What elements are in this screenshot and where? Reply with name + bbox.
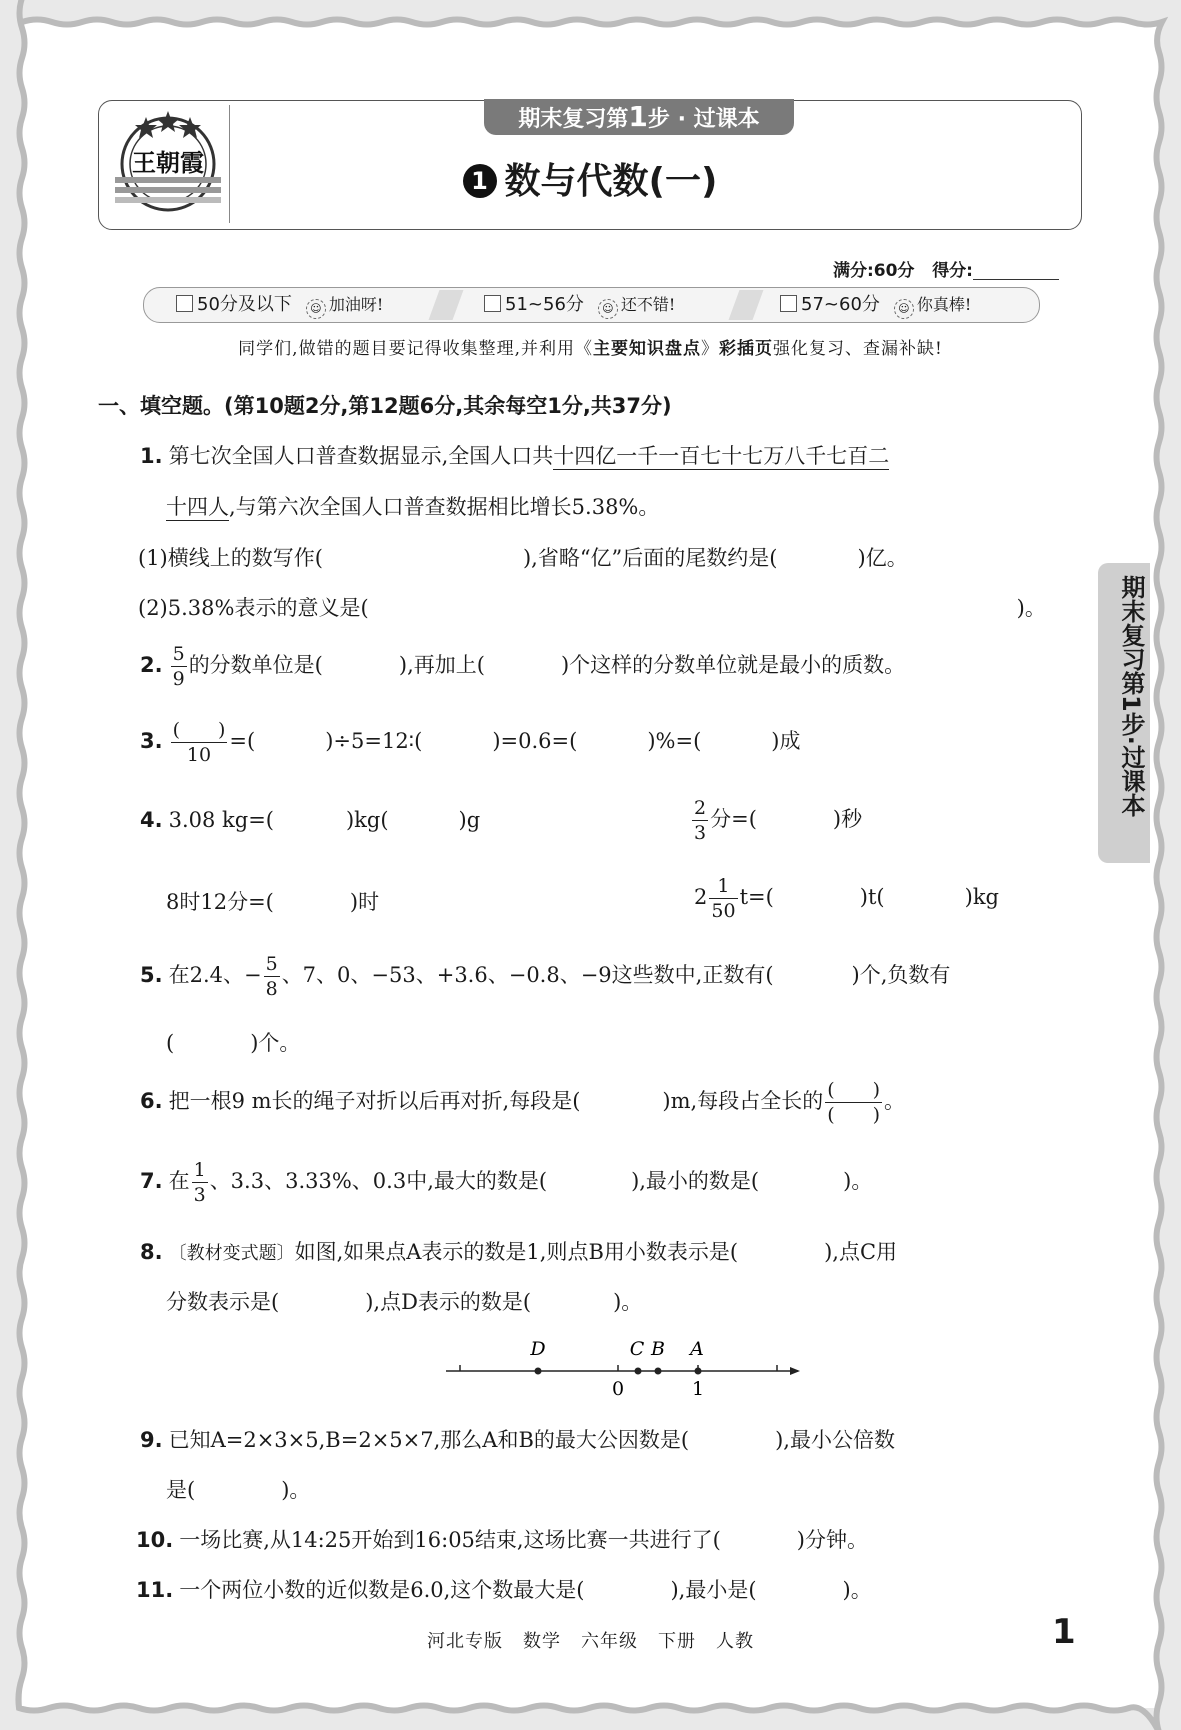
question-7: 7. 在 $\frac{1}{3}$ 、3.3、3.33%、0.3中,最大的数是( ),最小的数是( )。 — [140, 1159, 873, 1206]
question-5-line-2: ( )个。 — [166, 1031, 301, 1055]
unit-header — [98, 100, 1082, 230]
page-number: 1 — [1052, 1612, 1076, 1652]
question-4-b: $\frac{2}{3}$ 分=( )秒 — [694, 797, 863, 844]
fraction: $\frac{2}{3}$ — [694, 797, 707, 844]
question-5-line-1: 5. 在2.4、− $\frac{5}{8}$ 、7、0、−53、+3.6、−0.8、−9这些数中,正数有( )个,负数有 — [140, 953, 951, 1000]
question-8-line-2: 分数表示是( ),点D表示的数是( )。 — [166, 1290, 643, 1314]
side-tab-label: 期末复习第1步·过课本 — [1117, 575, 1145, 817]
checkbox-icon — [484, 295, 501, 312]
rating-divider — [729, 290, 764, 320]
question-4-a: 4. 3.08 kg=( )kg( )g — [140, 808, 481, 832]
question-4-d: 2 $\frac{1}{50}$ t=( )t( )kg — [694, 875, 999, 922]
smiley-icon: ☺ — [598, 299, 618, 319]
point-a — [695, 1368, 702, 1375]
question-1-line-2: 十四人,与第六次全国人口普查数据相比增长5.38%。 — [166, 495, 660, 519]
question-2: 2. $\frac{5}{9}$ 的分数单位是( ),再加上( )个这样的分数单位就是最小的质数。 — [140, 643, 906, 690]
self-rating-bar — [143, 287, 1040, 323]
question-3: 3. $\frac{( )}{10}$ =( )÷5=12∶( )=0.6=( )%=( )成 — [140, 719, 801, 766]
rating-option-mid[interactable]: 51~56分 ☺ 还不错! — [484, 293, 675, 317]
rating-option-low[interactable]: 50分及以下 ☺ 加油呀! — [176, 293, 383, 317]
label-d: D — [530, 1338, 546, 1360]
arrow-icon — [790, 1367, 800, 1375]
question-8-line-1: 8. 〔教材变式题〕如图,如果点A表示的数是1,则点B用小数表示是( ),点C用 — [140, 1240, 898, 1264]
score-line: 满分:60分 得分: — [833, 256, 1059, 281]
checkbox-icon — [176, 295, 193, 312]
step-tab: 期末复习第1步 · 过课本 — [484, 99, 794, 135]
question-10: 10. 一场比赛,从14:25开始到16:05结束,这场比赛一共进行了( )分钟。 — [136, 1528, 868, 1552]
section-heading-fill-blank: 一、填空题。(第10题2分,第12题6分,其余每空1分,共37分) — [98, 394, 672, 418]
question-4-c: 8时12分=( )时 — [166, 890, 380, 914]
question-1-line-1: 1. 第七次全国人口普查数据显示,全国人口共十四亿一千一百七十七万八千七百二 — [140, 444, 890, 468]
study-tip: 同学们,做错的题目要记得收集整理,并利用《主要知识盘点》彩插页强化复习、查漏补缺! — [238, 339, 943, 359]
fraction-blank-over-10: $\frac{( )}{10}$ — [172, 719, 226, 766]
label-one: 1 — [691, 1378, 705, 1400]
score-blank[interactable] — [973, 261, 1059, 280]
question-11: 11. 一个两位小数的近似数是6.0,这个数最大是( ),最小是( )。 — [136, 1578, 872, 1602]
fraction-blank[interactable]: $\frac{( )}{( )}$ — [827, 1079, 881, 1126]
svg-text:王朝霞: 王朝霞 — [132, 148, 204, 177]
rating-divider — [429, 290, 464, 320]
label-zero: 0 — [611, 1378, 625, 1400]
smiley-icon: ☺ — [894, 299, 914, 319]
fraction: $\frac{5}{9}$ — [172, 643, 185, 690]
unit-title: 1 数与代数(一) — [99, 153, 1081, 204]
point-c — [635, 1368, 642, 1375]
fraction: $\frac{1}{50}$ — [711, 875, 736, 922]
point-b — [655, 1368, 662, 1375]
point-d — [535, 1368, 542, 1375]
question-9-line-2: 是( )。 — [166, 1478, 311, 1502]
fraction: $\frac{5}{8}$ — [265, 953, 278, 1000]
rating-option-high[interactable]: 57~60分 ☺ 你真棒! — [780, 293, 971, 317]
question-9-line-1: 9. 已知A=2×3×5,B=2×5×7,那么A和B的最大公因数是( ),最小公倍数 — [140, 1428, 895, 1452]
unit-number-badge: 1 — [463, 164, 497, 198]
label-c: C — [629, 1338, 645, 1360]
question-6: 6. 把一根9 m长的绳子对折以后再对折,每段是( )m,每段占全长的 $\frac{( )}{( )}$ 。 — [140, 1079, 906, 1126]
label-a: A — [690, 1338, 704, 1360]
fraction: $\frac{1}{3}$ — [193, 1159, 206, 1206]
question-1-part-2: (2)5.38%表示的意义是( )。 — [138, 596, 1046, 620]
smiley-icon: ☺ — [306, 299, 326, 319]
checkbox-icon — [780, 295, 797, 312]
page-footer: 河北专版 数学 六年级 下册 人教 — [427, 1631, 754, 1652]
question-1-part-1: (1)横线上的数写作( ),省略“亿”后面的尾数约是( )亿。 — [138, 546, 908, 570]
number-line-figure — [440, 1333, 810, 1403]
label-b: B — [651, 1338, 665, 1360]
